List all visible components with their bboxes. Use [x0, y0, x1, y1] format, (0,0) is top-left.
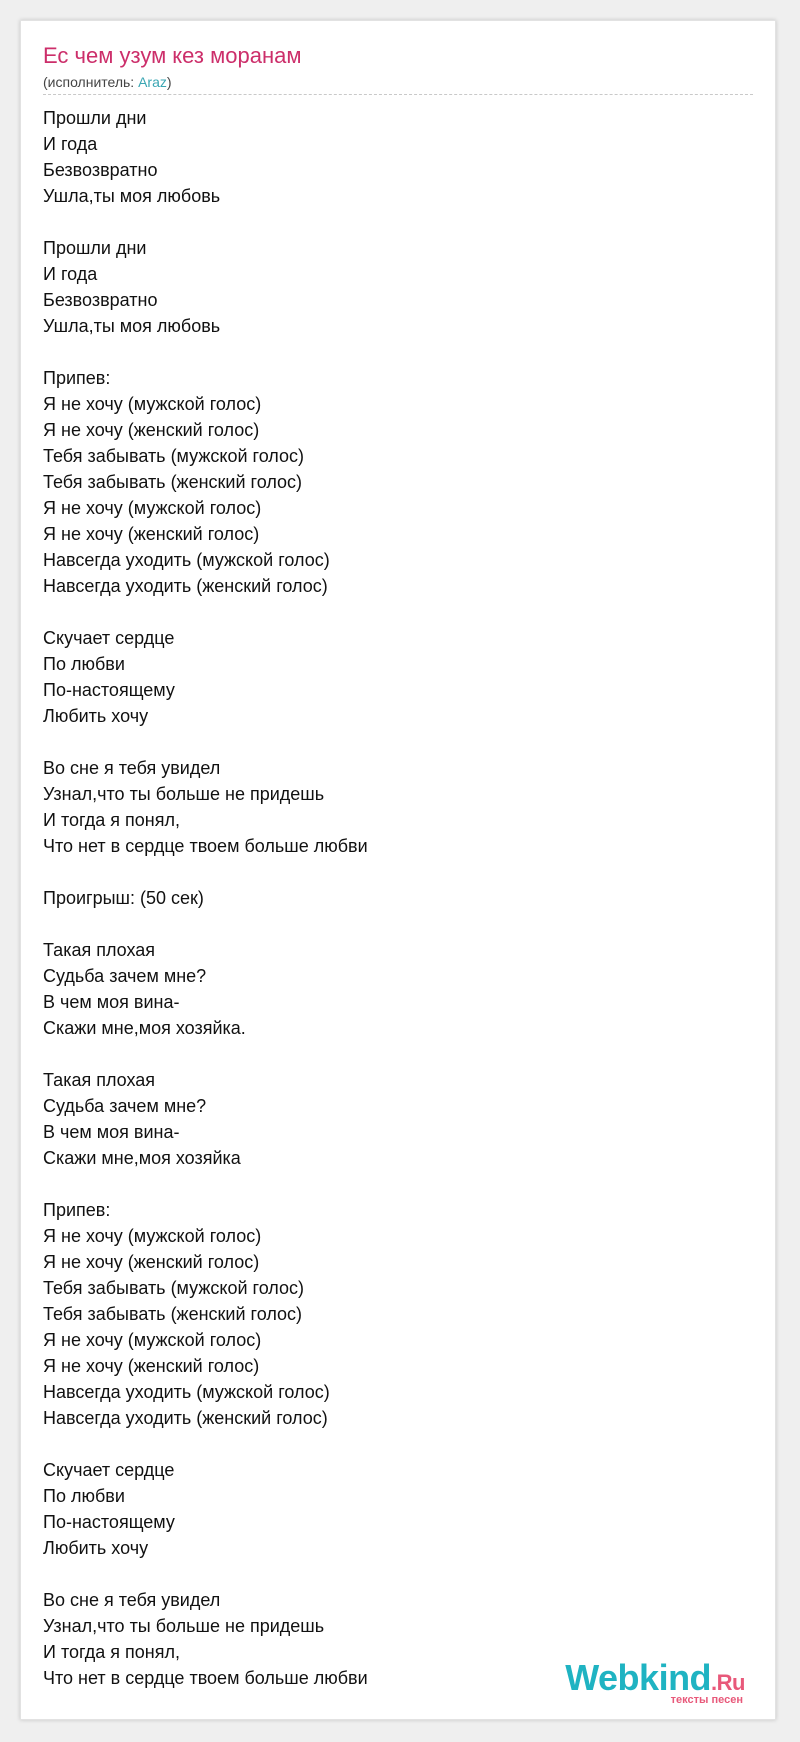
site-logo[interactable]	[565, 1657, 745, 1706]
lyrics-stanza	[43, 885, 743, 911]
lyrics-line: И тогда я понял,	[43, 1642, 180, 1662]
lyrics-stanza	[43, 235, 743, 339]
lyrics-line: По любви	[43, 1486, 125, 1506]
artist-suffix: )	[166, 74, 172, 90]
lyrics-line: Что нет в сердце твоем больше любви	[43, 836, 368, 856]
lyrics-line: Любить хочу	[43, 706, 149, 726]
lyrics-stanza	[43, 105, 743, 209]
lyrics-line: И тогда я понял,	[43, 810, 180, 830]
lyrics-line: Такая плохая	[43, 940, 156, 960]
lyrics-line: Навсегда уходить (мужской голос)	[43, 550, 330, 570]
artist-prefix: (исполнитель:	[43, 74, 139, 90]
lyrics-line: Навсегда уходить (мужской голос)	[43, 1382, 330, 1402]
lyrics-line: Безвозвратно	[43, 160, 158, 180]
lyrics-card	[20, 20, 776, 1720]
lyrics-line: Скажи мне,моя хозяйка.	[43, 1018, 246, 1038]
lyrics-line: Безвозвратно	[43, 290, 158, 310]
lyrics-line: Припев:	[43, 1200, 111, 1220]
lyrics-stanza	[43, 1067, 743, 1171]
lyrics-line: Прошли дни	[43, 108, 147, 128]
lyrics-line: Я не хочу (мужской голос)	[43, 498, 262, 518]
lyrics-line: Такая плохая	[43, 1070, 156, 1090]
lyrics-stanza	[43, 365, 743, 599]
lyrics-line: Ушла,ты моя любовь	[43, 316, 221, 336]
lyrics-line: Судьба зачем мне?	[43, 1096, 207, 1116]
lyrics-line: Я не хочу (мужской голос)	[43, 1226, 262, 1246]
lyrics-line: Во сне я тебя увидел	[43, 758, 221, 778]
lyrics-line: Что нет в сердце твоем больше любви	[43, 1668, 368, 1688]
lyrics-line: Тебя забывать (женский голос)	[43, 472, 303, 492]
lyrics-stanza	[43, 755, 743, 859]
lyrics-line: Скучает сердце	[43, 628, 175, 648]
lyrics-line: Я не хочу (женский голос)	[43, 1356, 260, 1376]
lyrics-line: Навсегда уходить (женский голос)	[43, 576, 328, 596]
lyrics-line: Тебя забывать (мужской голос)	[43, 1278, 305, 1298]
lyrics-stanza	[43, 937, 743, 1041]
lyrics-line: По-настоящему	[43, 1512, 175, 1532]
lyrics-line: Ушла,ты моя любовь	[43, 186, 221, 206]
lyrics-stanza	[43, 1457, 743, 1561]
lyrics-line: По-настоящему	[43, 680, 175, 700]
lyrics-stanza	[43, 625, 743, 729]
lyrics-line: Припев:	[43, 368, 111, 388]
lyrics-line: И года	[43, 264, 98, 284]
lyrics-text	[43, 105, 743, 1717]
lyrics-line: Я не хочу (женский голос)	[43, 1252, 260, 1272]
lyrics-line: Прошли дни	[43, 238, 147, 258]
lyrics-line: Во сне я тебя увидел	[43, 1590, 221, 1610]
lyrics-line: Скучает сердце	[43, 1460, 175, 1480]
lyrics-line: Я не хочу (женский голос)	[43, 524, 260, 544]
lyrics-line: Тебя забывать (женский голос)	[43, 1304, 303, 1324]
divider	[43, 94, 753, 95]
lyrics-line: Я не хочу (женский голос)	[43, 420, 260, 440]
artist-line	[43, 74, 172, 90]
lyrics-line: Узнал,что ты больше не придешь	[43, 784, 325, 804]
lyrics-stanza	[43, 1197, 743, 1431]
lyrics-line: В чем моя вина-	[43, 992, 180, 1012]
lyrics-line: Любить хочу	[43, 1538, 149, 1558]
lyrics-line: По любви	[43, 654, 125, 674]
lyrics-line: Тебя забывать (мужской голос)	[43, 446, 305, 466]
lyrics-line: Я не хочу (мужской голос)	[43, 394, 262, 414]
lyrics-line: В чем моя вина-	[43, 1122, 180, 1142]
lyrics-line: Проигрыш: (50 сек)	[43, 888, 204, 908]
song-title: Ес чем узум кез моранам	[43, 43, 302, 68]
lyrics-line: Судьба зачем мне?	[43, 966, 207, 986]
logo-name: Webkind	[565, 1657, 712, 1698]
lyrics-line: Скажи мне,моя хозяйка	[43, 1148, 241, 1168]
logo-tagline: тексты песен	[670, 1694, 743, 1706]
lyrics-line: Навсегда уходить (женский голос)	[43, 1408, 328, 1428]
artist-link[interactable]: Araz	[138, 74, 167, 90]
lyrics-line: Узнал,что ты больше не придешь	[43, 1616, 325, 1636]
lyrics-line: Я не хочу (мужской голос)	[43, 1330, 262, 1350]
lyrics-line: И года	[43, 134, 98, 154]
logo-tld: .Ru	[711, 1670, 745, 1695]
